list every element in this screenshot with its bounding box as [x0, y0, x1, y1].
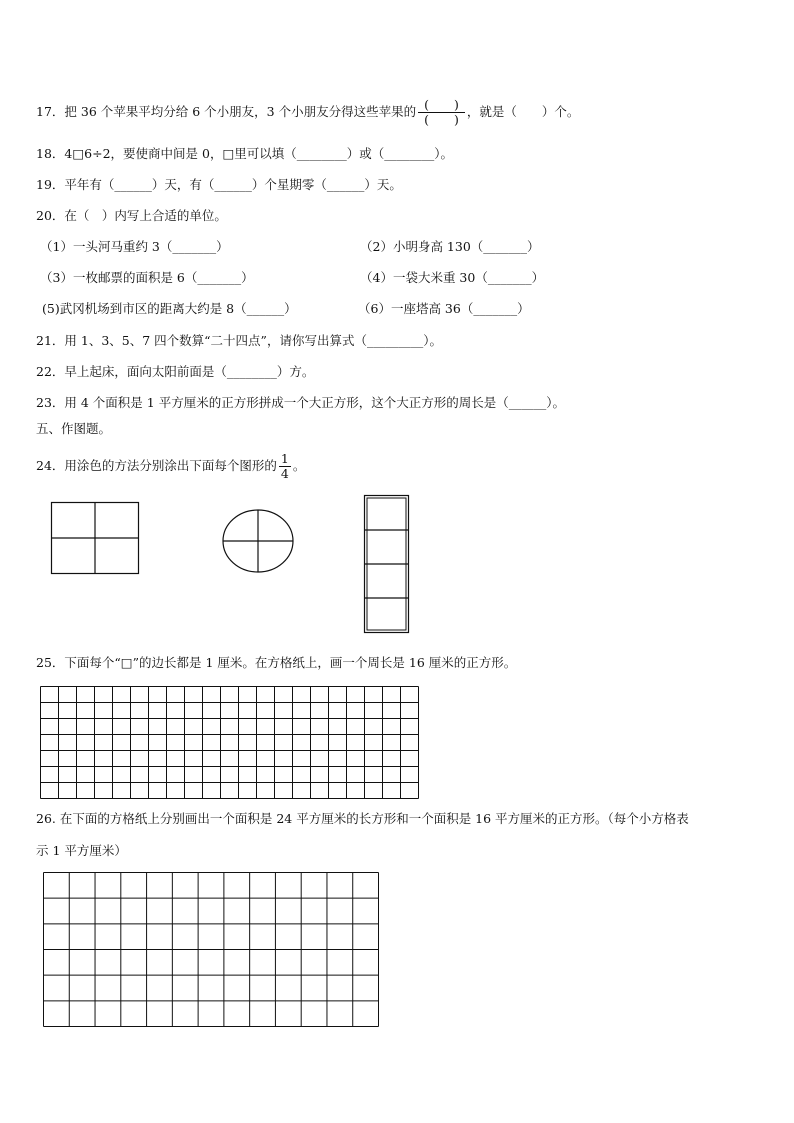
q24-fraction-numerator: 1 [280, 451, 289, 466]
question-23: 23．用 4 个面积是 1 平方厘米的正方形拼成一个大正方形，这个大正方形的周长是（______）。 [36, 395, 565, 410]
q20-item-1: （1）一头河马重约 3（_______） [40, 239, 229, 254]
q20-item-4: （4）一袋大米重 30（_______） [360, 270, 545, 285]
question-26-line-1: 26. 在下面的方格纸上分别画出一个面积是 24 平方厘米的长方形和一个面积是 16 平方厘米的正方形。（每个小方格表 [36, 811, 689, 826]
q24-fraction [279, 452, 291, 481]
rectangle-four-parts-figure [51, 502, 139, 574]
q17-fraction-blank [418, 98, 465, 127]
q24-text-end: 。 [292, 458, 306, 473]
q20-item-3: （3）一枚邮票的面积是 6（_______） [40, 270, 254, 285]
question-18: 18．4□6÷2，要使商中间是 0，□里可以填（________）或（________）。 [36, 146, 454, 161]
q24-fraction-denominator: 4 [280, 466, 289, 481]
q25-grid-paper [40, 686, 420, 800]
question-20-title: 20．在（ ）内写上合适的单位。 [36, 208, 227, 223]
q26-grid-paper [43, 872, 380, 1028]
q24-text: 24．用涂色的方法分别涂出下面每个图形的 [36, 458, 277, 473]
column-four-parts-figure [364, 495, 410, 634]
q17-fraction-denominator: ( ) [424, 112, 459, 127]
q17-text-part1: 17．把 36 个苹果平均分给 6 个小朋友，3 个小朋友分得这些苹果的 [36, 104, 417, 119]
question-21: 21．用 1、3、5、7 四个数算“二十四点”，请你写出算式（_________）。 [36, 333, 442, 348]
question-22: 22．早上起床，面向太阳前面是（________）方。 [36, 364, 315, 379]
q20-item-5: (5)武冈机场到市区的距离大约是 8（______） [42, 301, 297, 316]
question-17 [36, 98, 579, 127]
q17-text-part2: ，就是（ ）个。 [466, 104, 580, 119]
q17-fraction-numerator: ( ) [418, 98, 465, 113]
section-5-heading: 五、作图题。 [36, 421, 112, 436]
circle-four-parts-figure [222, 509, 294, 573]
question-19: 19．平年有（______）天，有（______）个星期零（______）天。 [36, 177, 402, 192]
question-24 [36, 452, 305, 481]
question-26-line-2: 示 1 平方厘米） [36, 843, 127, 858]
q20-item-6: （6）一座塔高 36（_______） [358, 301, 530, 316]
q20-item-2: （2）小明身高 130（_______） [360, 239, 540, 254]
question-25: 25．下面每个“□”的边长都是 1 厘米。在方格纸上，画一个周长是 16 厘米的正方形。 [36, 655, 517, 670]
